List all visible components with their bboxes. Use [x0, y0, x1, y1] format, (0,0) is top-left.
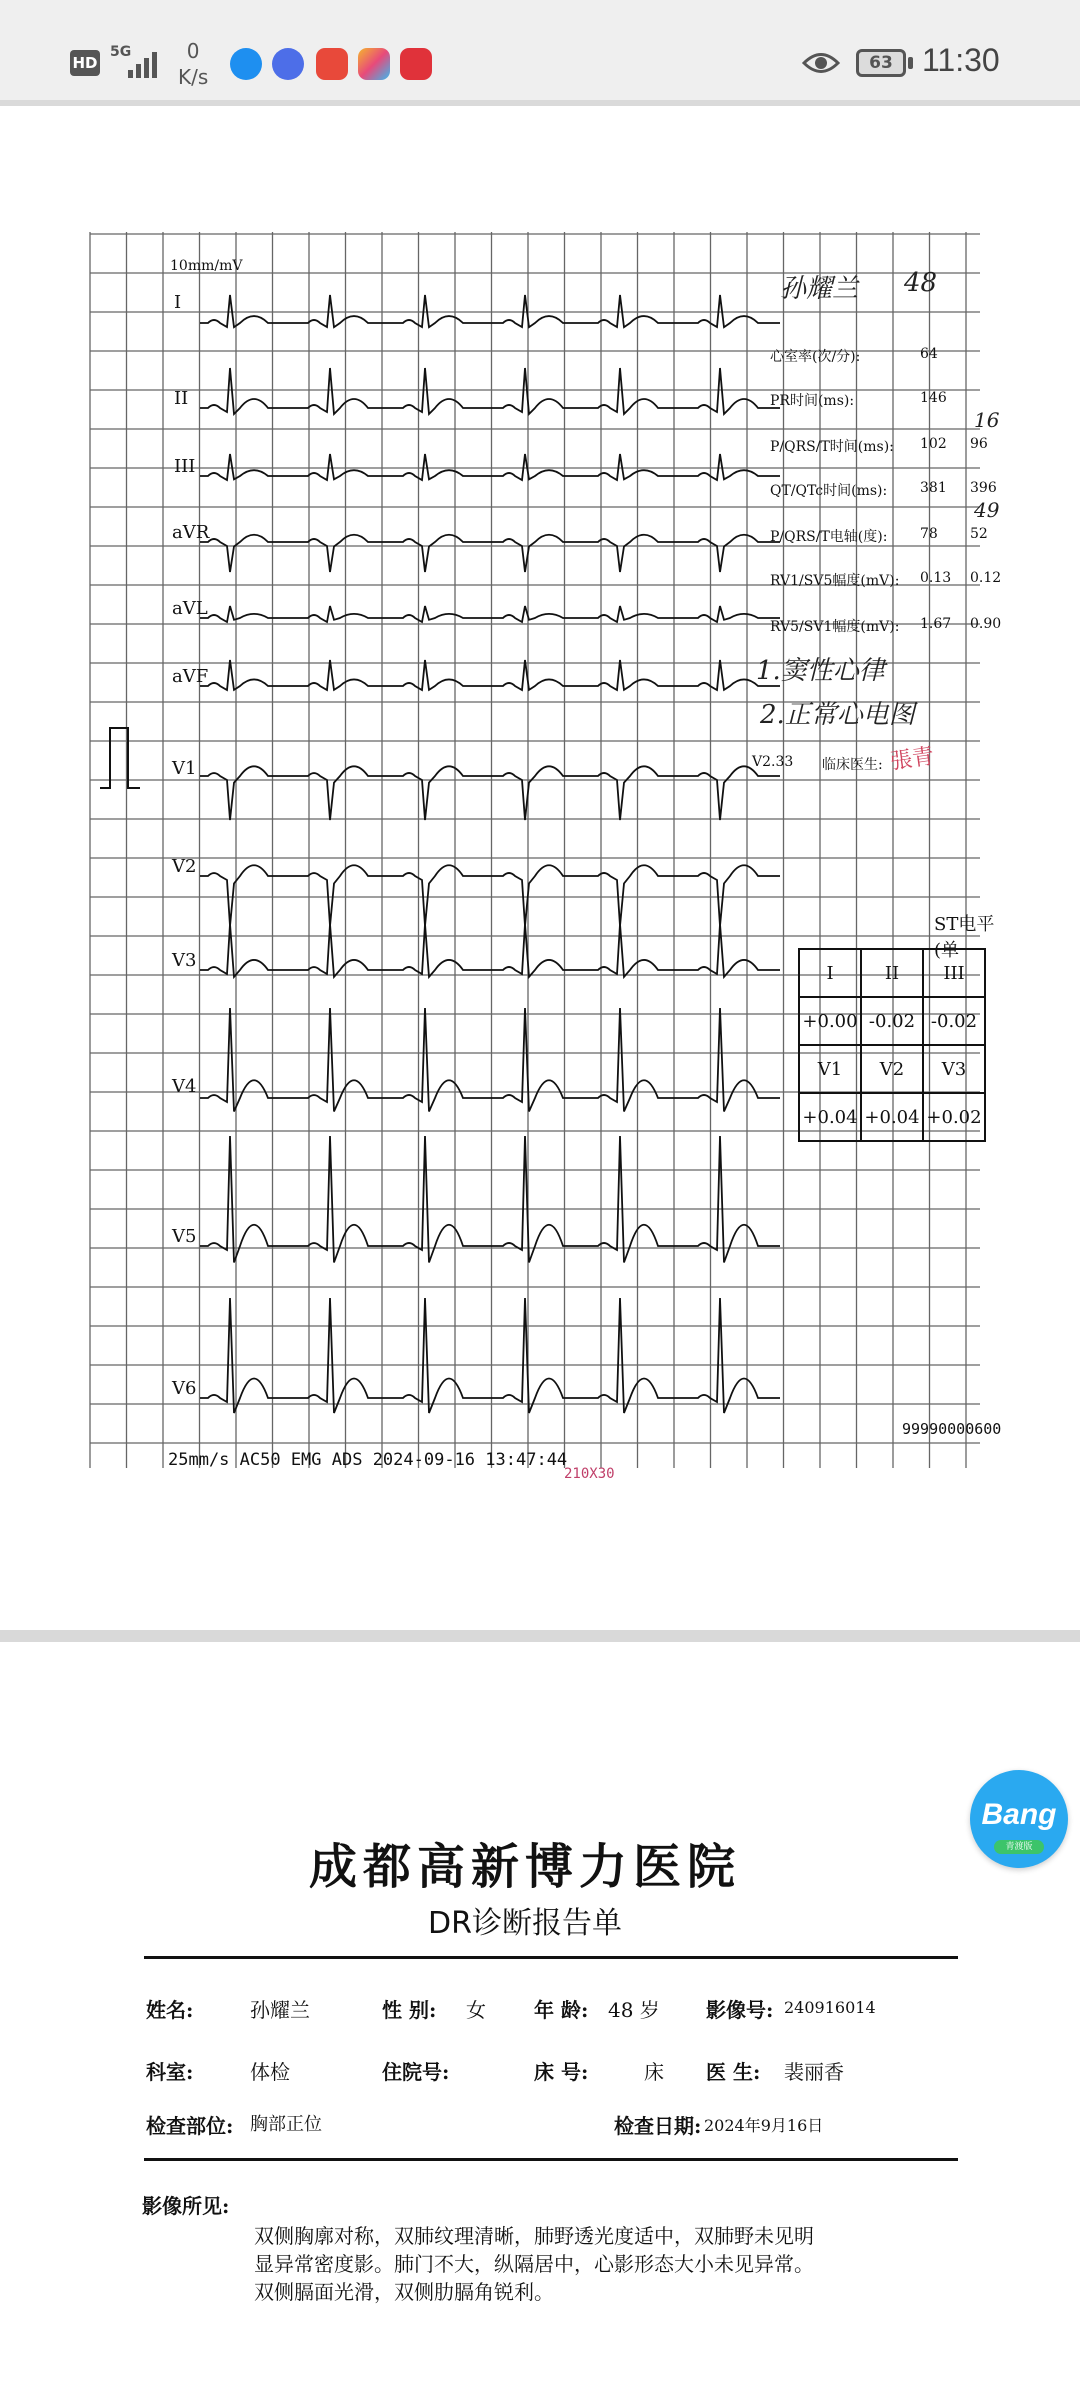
patient-sex: 女: [466, 1998, 486, 2022]
name-label: 姓名:: [146, 1998, 194, 2022]
lead-label: V2: [172, 856, 197, 877]
dept-label: 科室:: [146, 2060, 194, 2084]
lead-label: V4: [172, 1076, 197, 1097]
lead-label: I: [174, 292, 182, 313]
signal-icon: [128, 48, 164, 78]
network-speed: 0 K/s: [178, 39, 209, 89]
eye-comfort-icon: [802, 48, 840, 78]
hospital-name: 成都高新博力医院: [308, 1839, 741, 1895]
measurement-row: RV1/SV5幅度(mV): 0.13 0.12: [770, 570, 1002, 589]
ecg-trace: [200, 1008, 780, 1112]
ecg-trace: [200, 295, 780, 327]
ecg-trace: [200, 660, 780, 690]
margin-mark: 49: [974, 498, 1000, 522]
battery-tip: [908, 57, 913, 69]
hd-indicator: HD: [70, 50, 100, 76]
info-rule: [144, 2158, 958, 2161]
network-type: 5G: [110, 44, 132, 60]
ecg-gain: 10mm/mV: [170, 258, 243, 274]
status-divider: [0, 100, 1080, 106]
image-no-label: 影像号:: [706, 1998, 774, 2022]
bed-label: 床 号:: [534, 2060, 589, 2084]
st-level-table: [798, 948, 986, 1142]
st-header: III: [923, 949, 985, 997]
sex-label: 性 别:: [382, 1998, 437, 2022]
findings-line: 显异常密度影。肺门不大，纵隔居中，心影形态大小未见异常。: [254, 2252, 814, 2276]
ecg-trace: [200, 766, 780, 820]
image-no: 240916014: [784, 1998, 876, 2017]
patient-name: 孙耀兰: [250, 1998, 310, 2022]
ecg-footer: 25mm/s AC50 EMG ADS 2024-09-16 13:47:44: [168, 1450, 568, 1470]
st-level-title: ST电平(单: [934, 914, 995, 961]
lead-label: V6: [172, 1378, 197, 1399]
music-app-icon: [272, 48, 304, 80]
measurement-row: RV5/SV1幅度(mV): 1.67 0.90: [770, 616, 1002, 635]
measurement-row: QT/QTc时间(ms): 381 396: [770, 480, 997, 499]
battery-icon: 63: [856, 49, 906, 77]
findings-line: 双侧膈面光滑，双侧肋膈角锐利。: [254, 2280, 554, 2304]
st-value: +0.04: [799, 1093, 861, 1141]
device-version: V2.33: [752, 754, 794, 770]
browser-app-icon: [230, 48, 262, 80]
ecg-serial: 99990000600: [902, 1420, 1002, 1438]
dept: 体检: [250, 2060, 290, 2084]
clinician-signature-stamp: 張青: [888, 744, 936, 775]
status-bar: [0, 0, 1080, 100]
image-divider: [0, 1630, 1080, 1642]
themes-app-icon: [358, 48, 390, 80]
lead-label: V1: [172, 758, 197, 779]
findings-line: 双侧胸廓对称，双肺纹理清晰，肺野透光度适中，双肺野未见明: [254, 2224, 814, 2248]
lead-label: III: [174, 456, 196, 477]
diagnosis-line: 1.窦性心律: [756, 656, 885, 686]
exam-date-label: 检查日期:: [614, 2114, 702, 2138]
header-rule: [144, 1956, 958, 1959]
measurement-row: P/QRS/T时间(ms): 102 96: [770, 436, 988, 455]
st-value: +0.02: [923, 1093, 985, 1141]
measurement-row: PR时间(ms): 146: [770, 390, 947, 409]
ecg-trace: [200, 865, 780, 926]
calibration-pulse: [100, 728, 140, 788]
measurement-row: P/QRS/T电轴(度): 78 52: [770, 526, 988, 545]
ecg-trace: [200, 606, 780, 622]
ecg-trace: [200, 1136, 780, 1263]
handwritten-name: 孙耀兰: [780, 274, 859, 304]
exam-date: 2024年9月16日: [704, 2116, 824, 2135]
st-header: II: [861, 949, 923, 997]
bed: 床: [644, 2060, 664, 2084]
st-value: -0.02: [923, 997, 985, 1045]
ecg-grid-and-traces: [80, 228, 1000, 1488]
patient-age: 48 岁: [608, 1998, 660, 2022]
lead-label: aVF: [172, 666, 209, 687]
st-value: +0.04: [861, 1093, 923, 1141]
ecg-trace: [200, 1298, 780, 1413]
st-header: I: [799, 949, 861, 997]
findings-text: [254, 2222, 954, 2306]
lead-label: aVL: [172, 598, 208, 619]
ecg-trace: [200, 535, 780, 572]
exam-part: 胸部正位: [250, 2114, 322, 2135]
doctor-label: 医 生:: [706, 2060, 761, 2084]
diagnosis-line: 2.正常心电图: [760, 700, 915, 730]
ecg-image: [80, 228, 1000, 1488]
st-header: V2: [861, 1045, 923, 1093]
exam-part-label: 检查部位:: [146, 2114, 234, 2138]
doctor: 裴丽香: [784, 2060, 844, 2084]
ecg-trace: [200, 368, 780, 414]
age-label: 年 龄:: [534, 1998, 589, 2022]
books-app-icon: [316, 48, 348, 80]
dr-report-image: [80, 1758, 1000, 2388]
clinician-label: 临床医生:: [822, 757, 883, 773]
floating-assistant-label: Bang: [981, 1798, 1057, 1831]
floating-assistant-badge: 青渡版: [994, 1840, 1044, 1854]
findings-label: 影像所见:: [142, 2194, 230, 2218]
floating-assistant-button[interactable]: [970, 1770, 1068, 1868]
lead-label: aVR: [172, 522, 210, 543]
handwritten-age: 48: [904, 268, 938, 298]
measurement-row: 心室率(次/分): 64: [770, 346, 938, 365]
st-value: +0.00: [799, 997, 861, 1045]
ecg-trace: [200, 924, 780, 977]
paper-size: 210X30: [564, 1466, 615, 1482]
huawei-app-icon: [400, 48, 432, 80]
st-header: V3: [923, 1045, 985, 1093]
clock: 11:30: [922, 42, 1000, 78]
margin-mark: 16: [974, 408, 1000, 432]
st-header: V1: [799, 1045, 861, 1093]
lead-label: V5: [172, 1226, 197, 1247]
lead-label: V3: [172, 950, 197, 971]
st-value: -0.02: [861, 997, 923, 1045]
lead-label: II: [174, 388, 189, 409]
report-title: DR诊断报告单: [428, 1906, 622, 1941]
inpatient-label: 住院号:: [382, 2060, 450, 2084]
ecg-trace: [200, 454, 780, 480]
